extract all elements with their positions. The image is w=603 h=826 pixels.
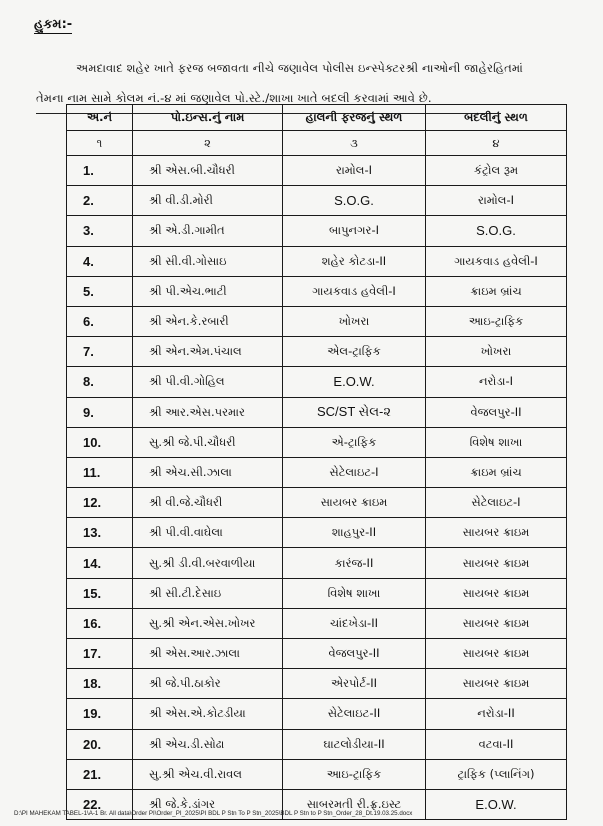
serial-no-cell: 7. bbox=[67, 337, 133, 367]
paragraph-line-2: તેમના નામ સામે કોલમ નં.-૪ માં જણાવેલ પો.સ્ટે./શાખા ખાતે બદલી કરવામાં આવે છે. bbox=[36, 83, 501, 114]
table-row bbox=[67, 186, 567, 216]
table-row bbox=[67, 306, 567, 336]
inspector-name-cell: સુ.શ્રી એન.એસ.ખોખર bbox=[133, 608, 283, 638]
current-posting-cell: એરપોર્ટ-II bbox=[283, 669, 426, 699]
inspector-name-cell: શ્રી પી.વી.ગોહિલ bbox=[133, 367, 283, 397]
file-path-footer: D:\PI MAHEKAM TABEL-1\A-1 Br. All data\Order PI\Order_PI_2025\PI BDL P Stn To P Stn_2025\BDL P Stn to P Stn_Order_28_Dt.19.03.25.docx bbox=[14, 810, 413, 817]
current-posting-cell: સાયબર ક્રાઇમ bbox=[283, 488, 426, 518]
table-row bbox=[67, 759, 567, 789]
transfer-posting-cell: વટવા-II bbox=[426, 729, 567, 759]
current-posting-cell: શહેર કોટડા-II bbox=[283, 246, 426, 276]
inspector-name-cell: શ્રી જે.પી.ઠાકોર bbox=[133, 669, 283, 699]
serial-no-cell: 2. bbox=[67, 186, 133, 216]
serial-no-cell: 4. bbox=[67, 246, 133, 276]
current-posting-cell: બાપુનગર-I bbox=[283, 216, 426, 246]
table-row bbox=[67, 548, 567, 578]
table-row bbox=[67, 699, 567, 729]
transfer-posting-cell: સાયબર ક્રાઇમ bbox=[426, 518, 567, 548]
current-posting-cell: સાબરમતી રી.ફ્ર.ઇસ્ટ bbox=[283, 789, 426, 819]
order-heading: હુકમ:- bbox=[34, 17, 73, 32]
header-inspector-name: પો.ઇન્સ.નું નામ bbox=[133, 105, 283, 131]
current-posting-cell: સેટેલાઇટ-II bbox=[283, 699, 426, 729]
table-row bbox=[67, 427, 567, 457]
current-posting-cell: ગાયકવાડ હવેલી-I bbox=[283, 276, 426, 306]
transfer-posting-cell: ક્રાઇમ બ્રાંચ bbox=[426, 276, 567, 306]
transfer-posting-cell: સાયબર ક્રાઇમ bbox=[426, 548, 567, 578]
current-posting-cell: વેજલપુર-II bbox=[283, 639, 426, 669]
current-posting-cell: આઇ-ટ્રાફિક bbox=[283, 759, 426, 789]
column-number: ૨ bbox=[133, 131, 283, 156]
table-row bbox=[67, 639, 567, 669]
transfer-posting-cell: ક્રાઇમ બ્રાંચ bbox=[426, 457, 567, 487]
serial-no-cell: 5. bbox=[67, 276, 133, 306]
current-posting-cell: ચાંદખેડા-II bbox=[283, 608, 426, 638]
serial-no-cell: 1. bbox=[67, 156, 133, 186]
table-row bbox=[67, 608, 567, 638]
inspector-name-cell: શ્રી આર.એસ.પરમાર bbox=[133, 397, 283, 427]
transfer-posting-cell: સાયબર ક્રાઇમ bbox=[426, 669, 567, 699]
serial-no-cell: 15. bbox=[67, 578, 133, 608]
table-row bbox=[67, 518, 567, 548]
inspector-name-cell: શ્રી એસ.બી.ચૌધરી bbox=[133, 156, 283, 186]
table-row bbox=[67, 367, 567, 397]
transfer-posting-cell: ટ્રાફિક (પ્લાનિંગ) bbox=[426, 759, 567, 789]
serial-no-cell: 6. bbox=[67, 306, 133, 336]
inspector-name-cell: શ્રી એસ.આર.ઝાલા bbox=[133, 639, 283, 669]
serial-no-cell: 10. bbox=[67, 427, 133, 457]
inspector-name-cell: શ્રી એન.એમ.પંચાલ bbox=[133, 337, 283, 367]
table-row bbox=[67, 156, 567, 186]
column-number: ૧ bbox=[67, 131, 133, 156]
table-row bbox=[67, 397, 567, 427]
serial-no-cell: 12. bbox=[67, 488, 133, 518]
current-posting-cell: E.O.W. bbox=[283, 367, 426, 397]
current-posting-cell: શાહપુર-II bbox=[283, 518, 426, 548]
current-posting-cell: S.O.G. bbox=[283, 186, 426, 216]
transfer-posting-cell: સાયબર ક્રાઇમ bbox=[426, 578, 567, 608]
current-posting-cell: ખોખરા bbox=[283, 306, 426, 336]
transfer-posting-cell: નરોડા-II bbox=[426, 699, 567, 729]
current-posting-cell: SC/ST સેલ-૨ bbox=[283, 397, 426, 427]
serial-no-cell: 18. bbox=[67, 669, 133, 699]
table-row bbox=[67, 669, 567, 699]
inspector-name-cell: શ્રી સી.વી.ગોસાઇ bbox=[133, 246, 283, 276]
table-row bbox=[67, 457, 567, 487]
transfer-posting-cell: E.O.W. bbox=[426, 789, 567, 819]
inspector-name-cell: શ્રી એન.કે.રબારી bbox=[133, 306, 283, 336]
header-serial-no: અ.નં bbox=[67, 105, 133, 131]
inspector-name-cell: શ્રી જે.કે.ડાંગર bbox=[133, 789, 283, 819]
transfer-posting-cell: કંટ્રોલ રૂમ bbox=[426, 156, 567, 186]
table-row bbox=[67, 578, 567, 608]
current-posting-cell: કારંજ-II bbox=[283, 548, 426, 578]
inspector-name-cell: સુ.શ્રી એચ.વી.રાવલ bbox=[133, 759, 283, 789]
column-number: ૪ bbox=[426, 131, 567, 156]
transfer-posting-cell: ગાયકવાડ હવેલી-I bbox=[426, 246, 567, 276]
transfer-posting-cell: વેજલપુર-II bbox=[426, 397, 567, 427]
current-posting-cell: એ-ટ્રાફિક bbox=[283, 427, 426, 457]
serial-no-cell: 16. bbox=[67, 608, 133, 638]
inspector-name-cell: શ્રી વી.ડી.મોરી bbox=[133, 186, 283, 216]
inspector-name-cell: સુ.શ્રી જે.પી.ચૌધરી bbox=[133, 427, 283, 457]
inspector-name-cell: શ્રી પી.વી.વાઘેલા bbox=[133, 518, 283, 548]
column-number-row bbox=[67, 131, 567, 156]
inspector-name-cell: શ્રી એચ.સી.ઝાલા bbox=[133, 457, 283, 487]
transfer-posting-cell: નરોડા-I bbox=[426, 367, 567, 397]
serial-no-cell: 20. bbox=[67, 729, 133, 759]
table-row bbox=[67, 246, 567, 276]
transfer-posting-cell: ખોખરા bbox=[426, 337, 567, 367]
header-transfer-posting: બદલીનું સ્થળ bbox=[426, 105, 567, 131]
serial-no-cell: 3. bbox=[67, 216, 133, 246]
serial-no-cell: 9. bbox=[67, 397, 133, 427]
table-row bbox=[67, 276, 567, 306]
current-posting-cell: એલ-ટ્રાફિક bbox=[283, 337, 426, 367]
table-row bbox=[67, 729, 567, 759]
inspector-name-cell: સુ.શ્રી ડી.વી.બરવાળીયા bbox=[133, 548, 283, 578]
table-row bbox=[67, 488, 567, 518]
current-posting-cell: ઘાટલોડીયા-II bbox=[283, 729, 426, 759]
serial-no-cell: 11. bbox=[67, 457, 133, 487]
inspector-name-cell: શ્રી સી.ટી.દેસાઇ bbox=[133, 578, 283, 608]
header-current-posting: હાલની ફરજનું સ્થળ bbox=[283, 105, 426, 131]
transfer-table bbox=[66, 104, 567, 820]
transfer-posting-cell: આઇ-ટ્રાફિક bbox=[426, 306, 567, 336]
inspector-name-cell: શ્રી એ.ડી.ગામીત bbox=[133, 216, 283, 246]
inspector-name-cell: શ્રી પી.એચ.ભાટી bbox=[133, 276, 283, 306]
table-row bbox=[67, 216, 567, 246]
table-row bbox=[67, 337, 567, 367]
current-posting-cell: વિશેષ શાખા bbox=[283, 578, 426, 608]
serial-no-cell: 21. bbox=[67, 759, 133, 789]
transfer-posting-cell: સાયબર ક્રાઇમ bbox=[426, 639, 567, 669]
serial-no-cell: 14. bbox=[67, 548, 133, 578]
transfer-posting-cell: S.O.G. bbox=[426, 216, 567, 246]
serial-no-cell: 13. bbox=[67, 518, 133, 548]
paragraph-line-1: અમદાવાદ શહેર ખાતે ફરજ બજાવતા નીચે જણાવેલ પોલીસ ઇન્સ્પેક્ટરશ્રી નાઓની જાહેરહિતમાં bbox=[76, 61, 523, 75]
transfer-posting-cell: રામોલ-I bbox=[426, 186, 567, 216]
inspector-name-cell: શ્રી એસ.એ.કોટડીયા bbox=[133, 699, 283, 729]
inspector-name-cell: શ્રી એચ.ડી.સોઢા bbox=[133, 729, 283, 759]
serial-no-cell: 17. bbox=[67, 639, 133, 669]
serial-no-cell: 8. bbox=[67, 367, 133, 397]
serial-no-cell: 19. bbox=[67, 699, 133, 729]
transfer-posting-cell: સાયબર ક્રાઇમ bbox=[426, 608, 567, 638]
current-posting-cell: સેટેલાઇટ-I bbox=[283, 457, 426, 487]
table-header-row bbox=[67, 105, 567, 131]
serial-no-cell: 22. bbox=[67, 789, 133, 819]
transfer-posting-cell: સેટેલાઇટ-I bbox=[426, 488, 567, 518]
inspector-name-cell: શ્રી વી.જે.ચૌધરી bbox=[133, 488, 283, 518]
transfer-posting-cell: વિશેષ શાખા bbox=[426, 427, 567, 457]
current-posting-cell: રામોલ-I bbox=[283, 156, 426, 186]
column-number: ૩ bbox=[283, 131, 426, 156]
